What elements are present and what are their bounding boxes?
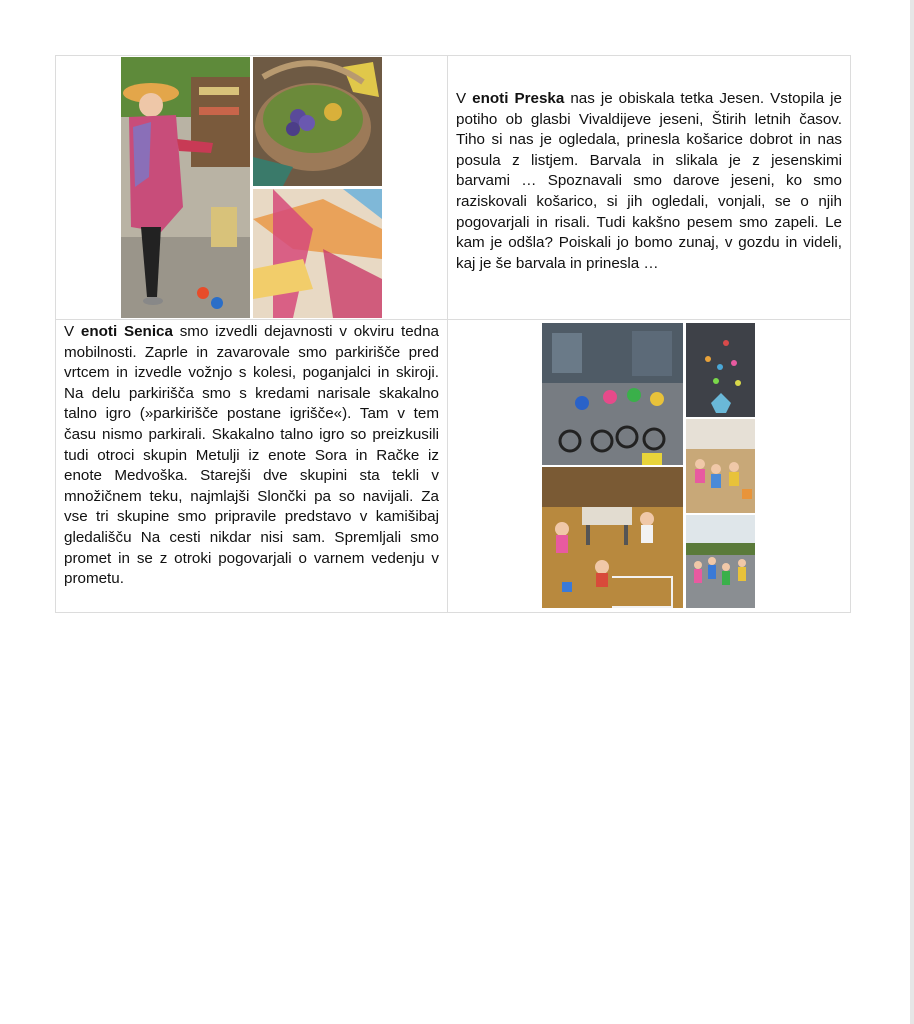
page-edge (910, 0, 914, 1024)
senica-unit-name: enoti Senica (80, 323, 173, 340)
preska-collage (56, 56, 447, 319)
senica-text: smo izvedli dejavnosti v okviru tedna mobilnosti. Zaprle in zavarovale smo parkirišče pred vrtcem in izvedle vožnjo s kolesi, poganjalci in skiroji. Na delu parkirišča smo s kredami narisale skakalno talno igro (»parkirišče postane igrišče«). Tam v tem času nismo parkirali. Skakalno talno igro so preizkusili tudi otroci skupin Metulji iz enote Sora in Račke iz enote Medvoška. Starejši dve skupini sta tekli v množičnem teku, najmlajši Slončki pa so navijali. Za vse tri skupine smo pripravile predstavo v kamišibaj gledališču Na cesti nikdar nisi sam. Spremljali smo promet in se z otroki pogovarjali o varnem vedenju v prometu. (64, 323, 439, 588)
preska-text-cell (448, 56, 851, 320)
senica-photo-cell (448, 320, 851, 613)
senica-prefix: V (64, 323, 81, 340)
table-row-preska (56, 56, 851, 320)
photo-autumn-visitor (121, 57, 250, 318)
photo-chalk-game (686, 323, 755, 417)
preska-paragraph (448, 56, 850, 274)
photo-children-group (686, 419, 755, 513)
photo-classroom (542, 467, 683, 608)
photo-bikes (542, 323, 683, 465)
table-row-senica (56, 320, 851, 613)
preska-unit-name: enoti Preska (472, 90, 565, 107)
photo-painting (253, 189, 382, 318)
preska-photo-cell (56, 56, 448, 320)
photo-outdoor-group (686, 515, 755, 608)
activity-table (55, 55, 851, 613)
senica-paragraph (56, 320, 447, 590)
preska-prefix: V (456, 90, 473, 107)
photo-basket (253, 57, 382, 186)
senica-text-cell (56, 320, 448, 613)
senica-collage (448, 320, 850, 612)
preska-text: nas je obiskala tetka Jesen. Vstopila je potiho ob glasbi Vivaldijeve jeseni, Štirih letnih časov. Tiho si nas je ogledala, prinesla košarice dobrot in nas posula z listjem. Barvala in slikala je z jesenskimi barvami … Spoznavali smo darove jeseni, ko smo raziskovali košarico, si jih ogledali, vonjali, se o njih pogovarjali in risali. Tudi kakšno pesem smo zapeli. Le kam je odšla? Poiskali jo bomo zunaj, v gozdu in videli, kaj je še barvala in prinesla … (456, 90, 843, 272)
